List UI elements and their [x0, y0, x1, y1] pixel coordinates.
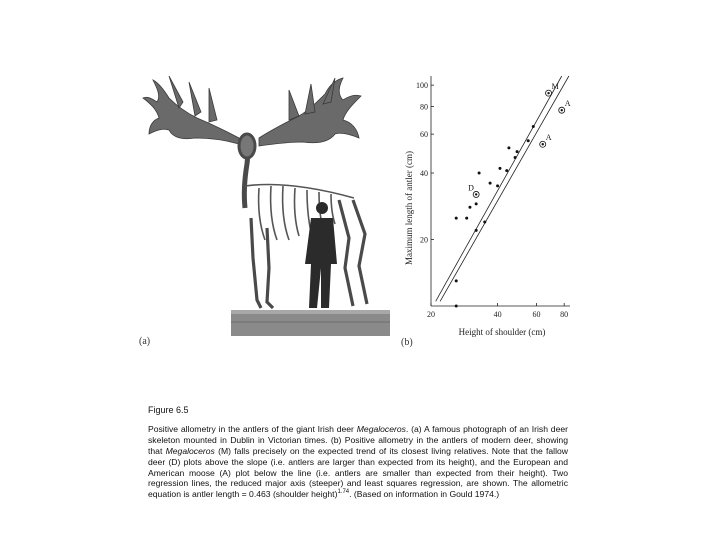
point-label: M [551, 82, 559, 92]
caption-genus1: Megaloceros [356, 423, 406, 434]
caption-part2: . (a) A famous photograph of an Irish deer skeleton mounted in Dublin in Victorian times. (b) Positive allometry in the antlers of modern deer, showing that [148, 423, 568, 456]
point-label: D [468, 183, 474, 193]
x-tick-label: 20 [427, 310, 435, 319]
data-point [455, 279, 458, 282]
data-point [507, 146, 510, 149]
data-point [514, 156, 517, 159]
panel-b-label: (b) [401, 337, 413, 348]
caption-genus2: Megaloceros [165, 445, 215, 456]
data-point [483, 221, 486, 224]
data-point [465, 217, 468, 220]
left-antler [143, 76, 239, 144]
data-point [496, 184, 499, 187]
x-tick-label: 40 [493, 310, 502, 319]
x-axis-label: Height of shoulder (cm) [458, 327, 546, 337]
labelled-point [475, 193, 477, 195]
labelled-point [547, 92, 549, 94]
caption-part4: . (Based on information in Gould 1974.) [349, 489, 500, 500]
right-antler [259, 78, 361, 146]
data-point [475, 202, 478, 205]
data-point [455, 217, 458, 220]
regression-lines [436, 76, 569, 301]
y-tick-label: 60 [420, 130, 428, 140]
caption-part3: (M) falls precisely on the expected trend of its closest living relatives. Note that the fallow deer (D) plots above the slope (i.e. antlers are larger than expected from its height), and the European and American moose (A) plot below the line (i.e. antlers are smaller than expected from their height). Two regression lines, the reduced major axis (steeper) and least squares regression, are shown. The allometric equation is antler length = 0.463 (shoulder height) [148, 445, 568, 500]
photo-panel [139, 68, 390, 336]
x-tick-label: 80 [560, 310, 569, 319]
data-points [455, 125, 535, 308]
data-point [475, 229, 478, 232]
point-label: A [564, 99, 571, 109]
y-tick-label: 40 [420, 169, 428, 179]
point-label: A [545, 133, 552, 143]
data-point [527, 139, 530, 142]
plinth [231, 310, 390, 336]
regression-line [440, 76, 569, 301]
skull-and-neck [239, 134, 255, 208]
caption-text [148, 424, 568, 500]
data-point [468, 206, 471, 209]
data-point [532, 125, 535, 128]
y-tick-label: 20 [420, 235, 428, 245]
data-point [505, 169, 508, 172]
data-point [498, 167, 501, 170]
x-tick-label: 60 [532, 310, 541, 319]
panel-a-label: (a) [139, 336, 151, 347]
regression-line [436, 76, 562, 301]
data-point [516, 150, 519, 153]
y-axis-label: Maximum length of antler (cm) [404, 151, 414, 265]
labelled-point [561, 109, 563, 111]
caption-part1: Positive allometry in the antlers of the giant Irish deer [148, 423, 357, 434]
figure-title: Figure 6.5 [148, 405, 189, 415]
allometry-chart [398, 68, 578, 350]
data-point [489, 182, 492, 185]
figure-caption [148, 405, 568, 500]
data-point [455, 305, 458, 308]
caption-exponent: 1.74 [337, 489, 350, 496]
y-tick-label: 80 [420, 102, 428, 112]
ribcage [245, 185, 354, 241]
irish-deer-skeleton-photo [139, 68, 390, 336]
data-point [478, 172, 481, 175]
y-tick-label: 100 [416, 81, 428, 91]
labelled-point [542, 143, 544, 145]
